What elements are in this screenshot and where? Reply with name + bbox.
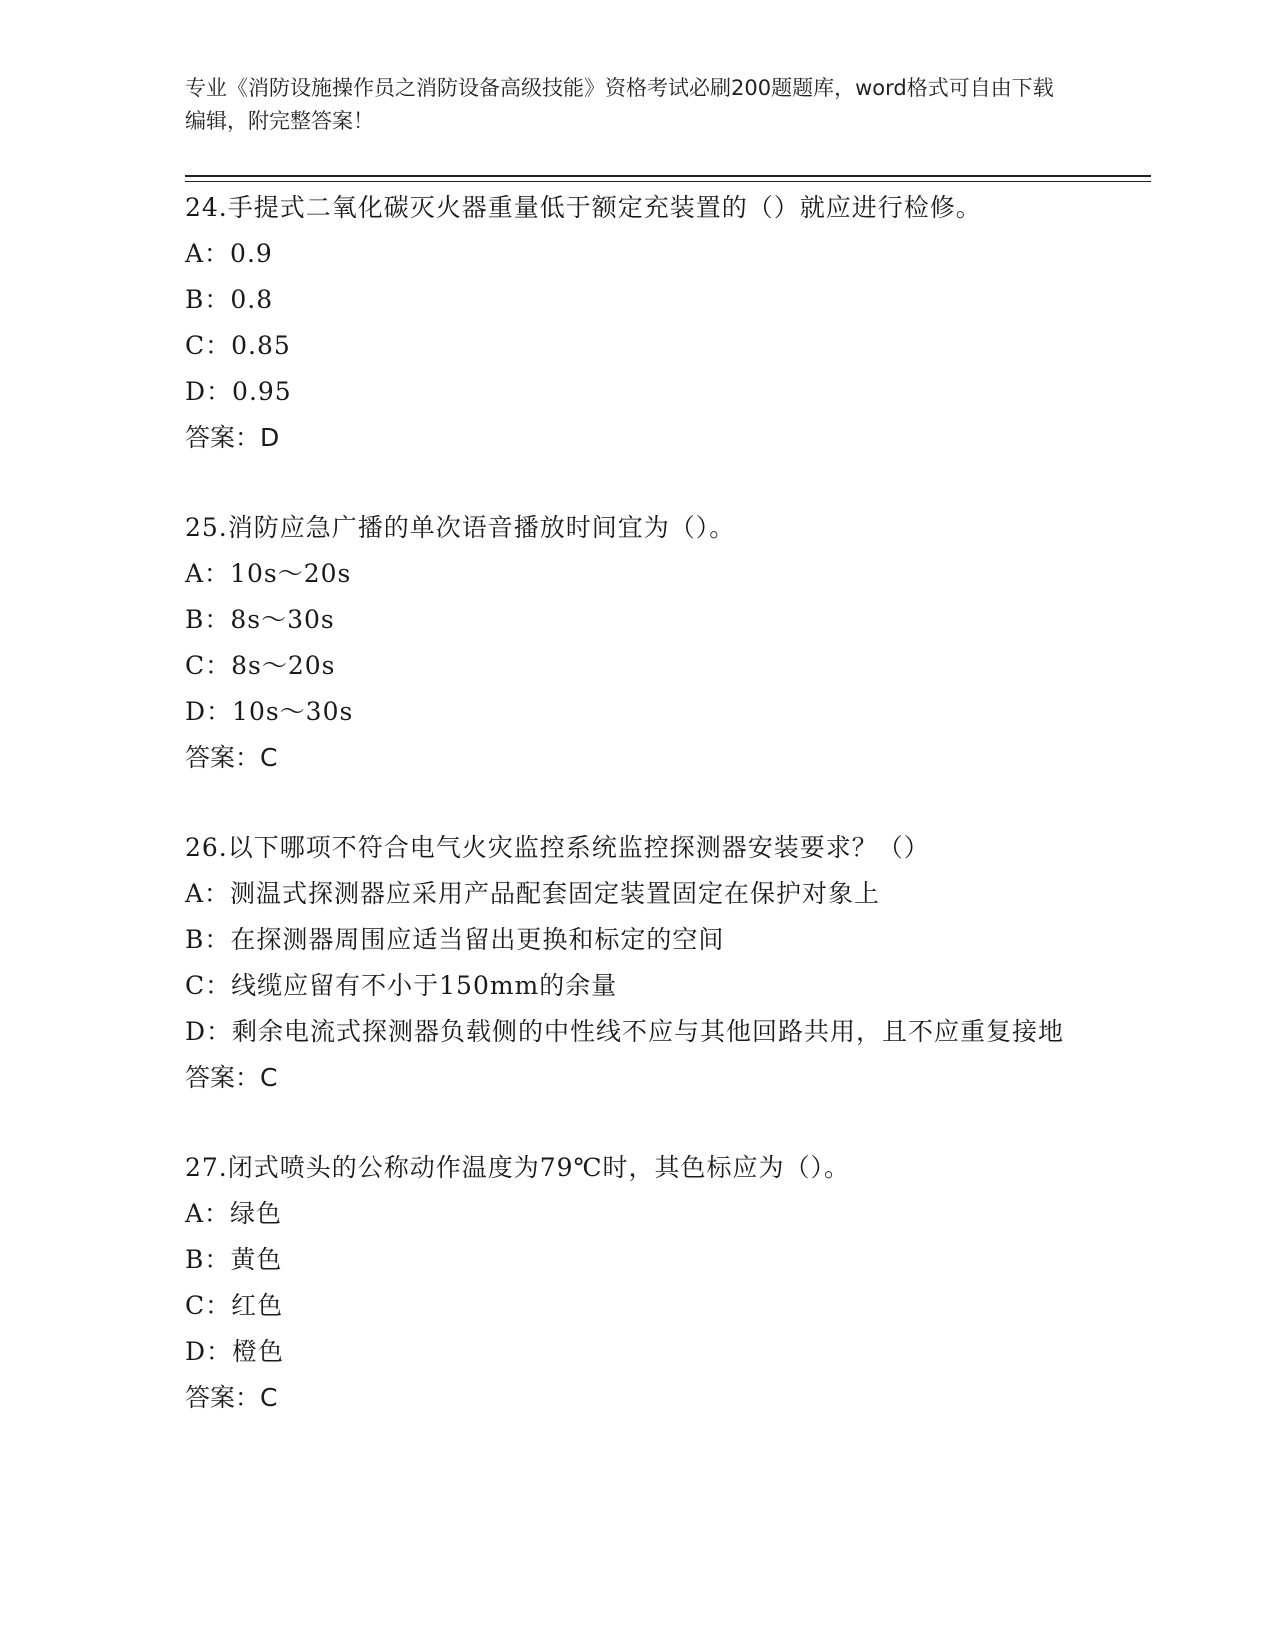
question-list — [185, 185, 1085, 1465]
question-25 — [185, 505, 1085, 781]
option-c: C：线缆应留有不小于150mm的余量 — [185, 971, 618, 1000]
answer-label: 答案：C — [185, 1063, 278, 1092]
question-stem: 25.消防应急广播的单次语音播放时间宜为（）。 — [185, 513, 736, 542]
option-d: D：剩余电流式探测器负载侧的中性线不应与其他回路共用，且不应重复接地 — [185, 1017, 1065, 1046]
option-b: B：黄色 — [185, 1245, 283, 1274]
option-a: A：10s～20s — [185, 559, 352, 588]
question-26 — [185, 825, 1085, 1101]
option-c: C：0.85 — [185, 331, 291, 360]
document-header: 专业《消防设施操作员之消防设备高级技能》资格考试必刷200题题库，word格式可自由下载编辑，附完整答案！ — [185, 76, 1054, 133]
option-d: D：橙色 — [185, 1337, 285, 1366]
question-stem: 24.手提式二氧化碳灭火器重量低于额定充装置的（）就应进行检修。 — [185, 193, 982, 222]
answer-label: 答案：C — [185, 743, 278, 772]
header-divider — [185, 175, 1151, 177]
option-b: B：8s～30s — [185, 605, 335, 634]
option-b: B：0.8 — [185, 285, 274, 314]
option-c: C：红色 — [185, 1291, 284, 1320]
option-d: D：0.95 — [185, 377, 292, 406]
option-b: B：在探测器周围应适当留出更换和标定的空间 — [185, 925, 725, 954]
header-divider-thin — [185, 181, 1151, 182]
option-a: A：0.9 — [185, 239, 273, 268]
option-c: C：8s～20s — [185, 651, 336, 680]
option-a: A：测温式探测器应采用产品配套固定装置固定在保护对象上 — [185, 879, 881, 908]
answer-label: 答案：C — [185, 1383, 278, 1412]
answer-label: 答案：D — [185, 423, 280, 452]
option-d: D：10s～30s — [185, 697, 354, 726]
option-a: A：绿色 — [185, 1199, 283, 1228]
question-stem: 26.以下哪项不符合电气火灾监控系统监控探测器安装要求？（） — [185, 833, 930, 862]
question-stem: 27.闭式喷头的公称动作温度为79℃时，其色标应为（）。 — [185, 1153, 851, 1182]
question-24 — [185, 185, 1085, 461]
question-27 — [185, 1145, 1085, 1421]
